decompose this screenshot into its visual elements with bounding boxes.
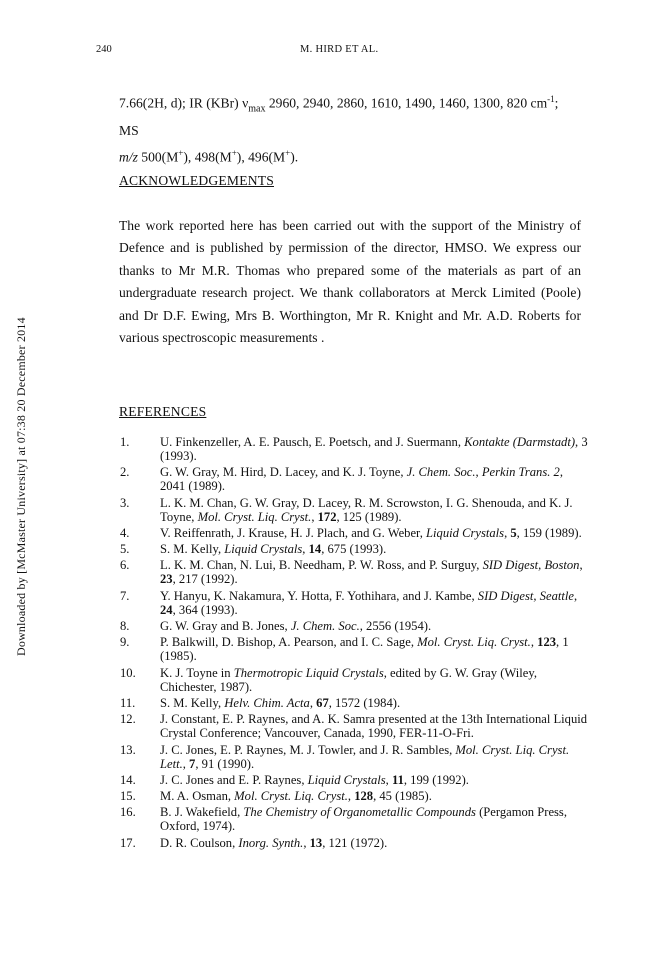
reference-detail: , 2556 (1954). [359,619,432,634]
reference-number: 10. [120,665,136,680]
reference-authors: S. M. Kelly, [160,695,225,710]
reference-number: 14. [120,772,136,787]
reference-detail: , edited by G. W. Gray (Wiley, Chichester, 1987). [160,665,537,694]
reference-volume: 14 [308,542,322,557]
page-number: 240 [96,44,112,55]
reference-source: Thermotropic Liquid Crystals [233,665,384,680]
reference-detail: , 3 (1993). [160,435,588,463]
reference-item [119,542,589,556]
reference-authors: P. Balkwill, D. Bishop, A. Pearson, and I. C. Sage, [160,635,418,650]
reference-authors: S. M. Kelly, [160,542,225,557]
reference-number: 1. [120,435,130,449]
reference-detail: , [182,756,190,771]
reference-item [119,619,589,633]
reference-source: Mol. Cryst. Liq. Cryst. Lett. [160,742,570,771]
references-heading: REFERENCES [119,404,207,419]
reference-number: 5. [120,542,130,557]
reference-source: SID Digest, Seattle [477,588,574,603]
reference-pages: , 1 (1985). [160,635,569,664]
reference-source: J. Chem. Soc., Perkin Trans. 2 [406,465,560,480]
reference-volume: 7 [189,756,196,771]
reference-detail: , [573,588,578,603]
reference-detail: , [302,542,309,557]
reference-volume: 5 [510,525,517,540]
reference-number: 13. [120,742,136,757]
reference-pages: , 91 (1990). [195,756,255,771]
reference-source: Mol. Cryst. Liq. Cryst. [234,789,348,804]
reference-pages: , 159 (1989). [516,525,582,540]
reference-item [119,589,589,617]
reference-item [119,435,589,463]
reference-item [119,712,589,740]
reference-source: Inorg. Synth. [238,835,304,850]
reference-volume: 23 [160,572,173,587]
reference-number: 17. [120,835,136,850]
reference-source: J. Chem. Soc. [290,619,360,634]
reference-source: Liquid Crystals [426,525,505,540]
page-header [0,44,672,60]
reference-volume: 128 [354,789,374,804]
reference-source: Liquid Crystals [307,772,386,787]
reference-number: 6. [120,558,130,573]
reference-source: Mol. Cryst. Liq. Cryst. [197,509,312,524]
reference-item [119,666,589,694]
reference-authors: D. R. Coulson, [160,835,239,850]
reference-item [119,465,589,493]
continuation-line-2: m/z 500(M+), 498(M+), 496(M+). [119,148,299,165]
reference-authors: U. Finkenzeller, A. E. Pausch, E. Poetsch, and J. Suermann, [160,435,465,449]
reference-number: 11. [120,695,136,710]
reference-authors: J. Constant, E. P. Raynes, and A. K. Samra presented at the 13th International Liquid Crystal Conference; Vancouver, Canada, 1990, FER-11-O-Fri. [160,712,588,741]
reference-number: 2. [120,465,130,480]
reference-pages: , 121 (1972). [322,835,388,850]
reference-volume: 172 [317,509,337,524]
reference-item [119,696,589,710]
reference-source: Kontakte (Darmstadt) [464,435,576,449]
reference-authors: G. W. Gray, M. Hird, D. Lacey, and K. J. Toyne, [160,465,407,480]
reference-authors: B. J. Wakefield, [160,805,244,820]
reference-authors: L. K. M. Chan, G. W. Gray, D. Lacey, R. M. Scrowston, I. G. Shenouda, and K. J. Toyne, [160,495,573,524]
reference-detail: , [347,789,355,804]
reference-volume: 67 [316,695,329,710]
reference-item [119,743,589,771]
reference-authors: Y. Hanyu, K. Nakamura, Y. Hotta, F. Yothihara, and J. Kambe, [160,588,478,603]
reference-item [119,789,589,803]
running-title: M. HIRD ET AL. [300,44,379,55]
reference-item [119,773,589,787]
reference-volume: 11 [391,772,404,787]
reference-number: 7. [120,588,130,603]
reference-detail: , [385,772,392,787]
reference-authors: G. W. Gray and B. Jones, [160,619,291,634]
reference-detail: , [309,695,317,710]
reference-authors: M. A. Osman, [160,789,235,804]
reference-number: 8. [120,619,130,634]
reference-item [119,496,589,524]
reference-source: The Chemistry of Organometallic Compounds [243,805,476,820]
continuation-line-1: 7.66(2H, d); IR (KBr) $\nu_{max}$ 2960, 2940, 2860, 1610, 1490, 1460, 1300, 820 $cm^{-1}$; MS [119,94,559,139]
reference-item [119,526,589,540]
reference-source: Helv. Chim. Acta [224,695,310,710]
reference-volume: 13 [309,835,323,850]
reference-authors: L. K. M. Chan, N. Lui, B. Needham, P. W. Ross, and P. Surguy, [160,558,483,573]
reference-pages: , 199 (1992). [403,772,469,787]
acknowledgements-body: The work reported here has been carried out with the support of the Ministry of Defence and is published by permission of the director, HMSO. We express our thanks to Mr M.R. Thomas who prepared some of the materials as part of an undergraduate research project. We thank collaborators at Merck Limited (Poole) and Dr D.F. Ewing, Mrs B. Worthington, Mr R. Knight and Mr. A.D. Roberts for various spectroscopic measurements . [119,218,581,346]
reference-number: 9. [120,635,130,650]
reference-authors: V. Reiffenrath, J. Krause, H. J. Plach, and G. Weber, [160,525,427,540]
reference-number: 12. [120,712,136,727]
reference-detail: , [504,525,511,540]
reference-detail: , [303,835,310,850]
reference-item [119,836,589,850]
reference-pages: , 45 (1985). [373,789,432,804]
reference-source: Mol. Cryst. Liq. Cryst. [417,635,531,650]
spectral-data-continuation [119,88,579,169]
reference-detail: , [311,509,318,524]
reference-pages: , 125 (1989). [336,509,402,524]
reference-item [119,805,589,833]
reference-item [119,558,589,586]
reference-volume: 24 [160,602,173,617]
reference-volume: 123 [537,635,557,650]
reference-authors: J. C. Jones, E. P. Raynes, M. J. Towler, and J. R. Sambles, [160,742,456,757]
reference-detail: , 2041 (1989). [160,465,564,494]
reference-detail: (Pergamon Press, Oxford, 1974). [160,805,567,834]
reference-source: SID Digest, Boston [482,558,580,573]
reference-detail: , [530,635,538,650]
reference-pages: , 675 (1993). [321,542,387,557]
reference-source: Liquid Crystals [224,542,303,557]
reference-number: 4. [120,525,130,540]
reference-item [119,635,589,663]
reference-pages: , 364 (1993). [172,602,238,617]
reference-pages: , 1572 (1984). [328,695,401,710]
download-watermark: Downloaded by [McMaster University] at 07:38 20 December 2014 [14,317,28,656]
reference-number: 15. [120,789,136,804]
reference-authors: K. J. Toyne in [160,665,234,680]
reference-number: 3. [120,495,130,510]
reference-number: 16. [120,805,136,820]
references-list [119,435,589,852]
reference-authors: J. C. Jones and E. P. Raynes, [160,772,308,787]
reference-detail: , [579,558,583,573]
acknowledgements-heading: ACKNOWLEDGEMENTS [119,173,274,188]
reference-pages: , 217 (1992). [172,572,238,587]
